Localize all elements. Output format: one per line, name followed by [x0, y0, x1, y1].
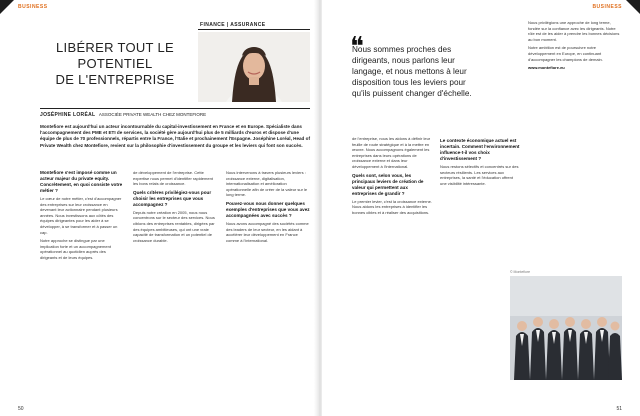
paragraph: Le cœur de notre métier, c'est d'accompagner des entreprises sur leur croissance en devenant leur actionnaire pendant plusieurs années. Nous investissons aux côtés des équipes dirigeantes pour les aider à se développer, à se transformer et à passer un cap.	[40, 196, 122, 235]
team-photo	[510, 276, 622, 380]
folio-header	[592, 4, 622, 10]
pull-quote: Nous sommes proches des dirigeants, nous parlons leur langage, et nous mettons à leur disposition tous les leviers pour qu'ils puissent changer d'échelle.	[352, 45, 472, 98]
left-column-1	[40, 170, 124, 264]
paragraph: Notre ambition est de poursuivre notre développement en Europe, en continuant d'accompagner les champions de demain.	[528, 45, 603, 62]
question-heading: Quels sont, selon vous, les principaux leviers de création de valeur qui permettent aux entreprises de grandir ?	[352, 172, 424, 196]
byline	[40, 108, 310, 118]
paragraph: Nous privilégions une approche de long terme, fondée sur la confiance avec les dirigeants. Notre rôle est de les aider à prendre les bonnes décisions au bon moment.	[528, 20, 620, 42]
right-column-2	[440, 136, 520, 189]
paragraph: Nous avons accompagné des sociétés comme des leaders de leur secteur, en les aidant à accélérer leur développement en France comme à l'international.	[226, 220, 309, 243]
folio-section: BUSINESS	[18, 4, 48, 10]
team-illustration	[510, 276, 622, 380]
corner-tab	[626, 0, 640, 14]
author-name: JOSÉPHINE LORÉAL	[40, 112, 96, 118]
paragraph: Notre approche se distingue par une implication forte et un accompagnement opérationnel au quotidien auprès des dirigeants et de leurs équipes.	[40, 238, 111, 260]
question-heading: Le contexte économique actuel est incertain. Comment l'environnement influence-t-il vos choix d'investissement ?	[440, 138, 520, 161]
title-line-2: DE L'ENTREPRISE	[55, 72, 175, 87]
paragraph: Le premier levier, c'est la croissance externe. Nous aidons les entreprises à identifier les bonnes cibles et à réaliser des acquisitions.	[352, 198, 432, 215]
question-heading: Montefiore s'est imposé comme un acteur majeur du private equity. Concrètement, en quoi consiste votre métier ?	[40, 170, 123, 193]
paragraph: de l'entreprise, nous les aidons à définir leur feuille de route stratégique et à la mettre en œuvre. Nous accompagnons également les entreprises dans leurs opérations de croissance externe et dans leur développement à l'international.	[352, 136, 431, 169]
paragraph: de développement de l'entreprise. Cette expertise nous permet d'identifier rapidement les bons relais de croissance.	[133, 170, 213, 187]
right-column-3	[528, 20, 620, 74]
corner-tab	[0, 0, 14, 14]
question-heading: Quels critères privilégiez-vous pour choisir les entreprises que vous accompagnez ?	[133, 189, 212, 207]
paragraph: Nous restons sélectifs et concentrés sur des secteurs résilients. Les services aux entreprises, la santé et l'éducation offrent une visibilité intéressante.	[440, 164, 519, 186]
paragraph: Depuis notre création en 2005, nous nous concentrons sur le secteur des services. Nous ciblons des entreprises rentables, dirigées par des équipes ambitieuses, qui ont une vraie capacité de transformation et un potentiel de croissance durable.	[133, 209, 215, 243]
title-line-1: LIBÉRER TOUT LE POTENTIEL	[56, 40, 174, 71]
portrait-illustration	[198, 32, 310, 102]
author-role: ASSOCIÉE PRIVATE WEALTH CHEZ MONTEFIORE	[98, 112, 207, 117]
folio-section: BUSINESS	[592, 4, 622, 10]
portrait-photo	[198, 32, 310, 102]
article-lede: Montefiore est aujourd'hui un acteur incontournable du capital-investissement en France et en Europe. Spécialiste dans l'accompagnement des PME et ETI de services, la société gère aujourd'hui plus de 5 milliards d'euros et dispose d'une équipe de plus de 70 professionnels, répartis entre la France, l'Italie et prochainement l'Espagne. Joséphine Loréal, Head of Private Wealth chez Montefiore, revient sur la philosophie d'investissement du groupe et les leviers qui font son succès.	[40, 124, 310, 148]
left-column-2	[133, 170, 217, 246]
left-page	[0, 0, 318, 416]
quote-mark-icon: ❝	[350, 31, 364, 61]
folio-header	[18, 4, 48, 10]
photo-credit: © Montefiore	[510, 270, 531, 274]
paragraph: Nous intervenons à travers plusieurs leviers : croissance externe, digitalisation, internationalisation et amélioration opérationnelle afin de créer de la valeur sur le long terme.	[226, 170, 308, 198]
right-column-1	[352, 136, 432, 218]
article-title	[40, 40, 190, 88]
section-label: FINANCE | ASSURANCE	[200, 22, 266, 28]
left-column-3	[226, 170, 310, 246]
page-number: 51	[616, 406, 622, 412]
page-number: 50	[18, 406, 24, 412]
section-rule	[198, 29, 310, 30]
contact-link[interactable]: www.montefiore.eu	[528, 65, 565, 71]
right-page	[322, 0, 640, 416]
question-heading: Pouvez-vous nous donner quelques exemples d'entreprises que vous avez accompagnées avec succès ?	[226, 200, 310, 218]
